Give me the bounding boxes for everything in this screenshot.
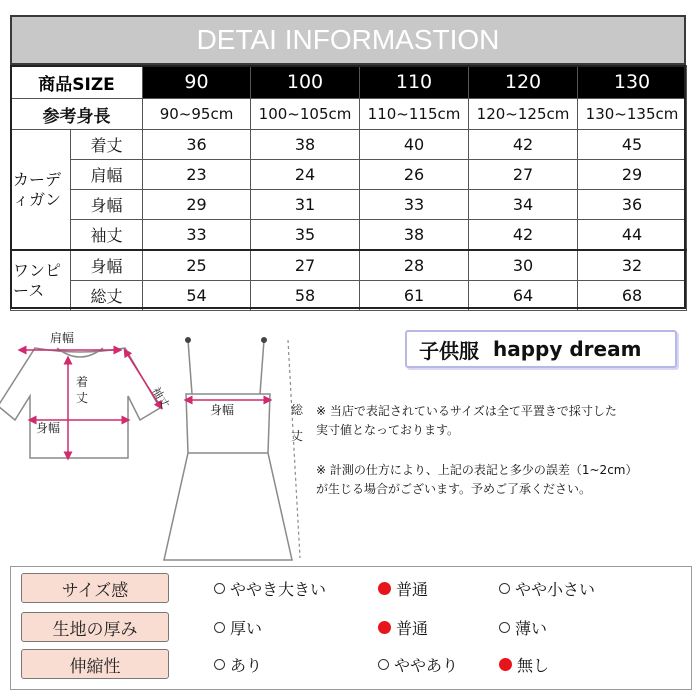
size-header-row bbox=[11, 66, 687, 99]
row-label: 袖丈 bbox=[71, 220, 143, 251]
length-label-1: 着 bbox=[76, 375, 89, 389]
group-label-onepiece: ワンピース bbox=[11, 250, 71, 311]
option-text: 無し bbox=[517, 655, 550, 675]
table-cell: 33 bbox=[360, 190, 469, 220]
table-cell: 24 bbox=[251, 160, 360, 190]
note-line: 実寸値となっております。 bbox=[316, 423, 460, 437]
property-label: 伸縮性 bbox=[21, 649, 169, 679]
table-cell: 36 bbox=[143, 130, 251, 160]
option-text: 厚い bbox=[230, 618, 263, 638]
brand-name-jp: 子供服 bbox=[419, 338, 479, 363]
property-option bbox=[214, 573, 326, 603]
reference-height-value: 90~95cm bbox=[143, 99, 251, 130]
size-col-header: 110 bbox=[360, 66, 469, 99]
property-option bbox=[214, 649, 262, 679]
property-option bbox=[499, 573, 595, 603]
table-row bbox=[11, 160, 687, 190]
dress-width-label: 身幅 bbox=[210, 403, 235, 417]
property-row-thickness bbox=[21, 612, 681, 642]
property-option bbox=[499, 612, 547, 642]
size-header-label: 商品SIZE bbox=[11, 66, 143, 99]
property-option bbox=[378, 612, 428, 642]
table-cell: 36 bbox=[578, 190, 687, 220]
table-cell: 54 bbox=[143, 281, 251, 311]
group-label-cardigan: カーディガン bbox=[11, 130, 71, 251]
size-table bbox=[10, 65, 687, 311]
table-row bbox=[11, 220, 687, 251]
table-cell: 45 bbox=[578, 130, 687, 160]
note-line: が生じる場合がございます。予めご了承ください。 bbox=[316, 482, 592, 496]
reference-height-value: 100~105cm bbox=[251, 99, 360, 130]
property-option bbox=[378, 573, 428, 603]
length-label-2: 丈 bbox=[76, 391, 89, 405]
table-cell: 27 bbox=[251, 250, 360, 281]
option-text: やや小さい bbox=[515, 579, 596, 599]
radio-empty-icon bbox=[214, 583, 225, 594]
reference-height-row bbox=[11, 99, 687, 130]
radio-empty-icon bbox=[214, 622, 225, 633]
dress-illustration bbox=[164, 337, 292, 560]
table-cell: 23 bbox=[143, 160, 251, 190]
property-panel bbox=[10, 566, 692, 690]
reference-height-value: 120~125cm bbox=[469, 99, 578, 130]
row-label: 身幅 bbox=[71, 250, 143, 281]
reference-height-value: 130~135cm bbox=[578, 99, 687, 130]
property-label: サイズ感 bbox=[21, 573, 169, 603]
table-cell: 26 bbox=[360, 160, 469, 190]
note-measurement bbox=[316, 402, 617, 440]
table-cell: 35 bbox=[251, 220, 360, 251]
option-text: ややあり bbox=[394, 655, 459, 675]
table-cell: 44 bbox=[578, 220, 687, 251]
table-cell: 29 bbox=[143, 190, 251, 220]
table-cell: 58 bbox=[251, 281, 360, 311]
total-length-label-2: 丈 bbox=[291, 429, 304, 443]
table-cell: 40 bbox=[360, 130, 469, 160]
radio-empty-icon bbox=[499, 583, 510, 594]
table-cell: 38 bbox=[251, 130, 360, 160]
shoulder-label: 肩幅 bbox=[49, 331, 75, 345]
banner-title: DETAI INFORMASTION bbox=[10, 15, 686, 65]
property-option bbox=[378, 649, 458, 679]
table-cell: 28 bbox=[360, 250, 469, 281]
body-width-label: 身幅 bbox=[36, 421, 61, 435]
table-cell: 32 bbox=[578, 250, 687, 281]
table-cell: 30 bbox=[469, 250, 578, 281]
size-col-header: 100 bbox=[251, 66, 360, 99]
radio-empty-icon bbox=[378, 659, 389, 670]
sleeve-label: 袖丈 bbox=[149, 385, 172, 411]
row-label: 総丈 bbox=[71, 281, 143, 311]
radio-selected-icon bbox=[378, 621, 391, 634]
radio-empty-icon bbox=[214, 659, 225, 670]
row-label: 着丈 bbox=[71, 130, 143, 160]
table-cell: 29 bbox=[578, 160, 687, 190]
table-row bbox=[11, 281, 687, 311]
table-cell: 38 bbox=[360, 220, 469, 251]
total-length-guide bbox=[288, 340, 300, 558]
brand-name-en: happy dream bbox=[493, 337, 642, 361]
row-label: 肩幅 bbox=[71, 160, 143, 190]
reference-height-label: 参考身長 bbox=[11, 99, 143, 130]
table-row bbox=[11, 190, 687, 220]
property-row-size-feel bbox=[21, 573, 681, 603]
property-label: 生地の厚み bbox=[21, 612, 169, 642]
measurement-diagram bbox=[0, 318, 400, 563]
property-option bbox=[214, 612, 262, 642]
radio-selected-icon bbox=[499, 658, 512, 671]
size-col-header: 120 bbox=[469, 66, 578, 99]
reference-height-value: 110~115cm bbox=[360, 99, 469, 130]
option-text: ややき大きい bbox=[230, 579, 327, 599]
radio-selected-icon bbox=[378, 582, 391, 595]
row-label: 身幅 bbox=[71, 190, 143, 220]
note-line: ※ 計測の仕方により、上記の表記と多少の誤差（1~2cm） bbox=[316, 463, 638, 477]
total-length-label-1: 総 bbox=[291, 403, 304, 417]
table-cell: 33 bbox=[143, 220, 251, 251]
table-row bbox=[11, 250, 687, 281]
table-cell: 27 bbox=[469, 160, 578, 190]
table-cell: 42 bbox=[469, 220, 578, 251]
property-option bbox=[499, 649, 549, 679]
note-line: ※ 当店で表記されているサイズは全て平置きで採寸した bbox=[316, 404, 617, 418]
table-cell: 42 bbox=[469, 130, 578, 160]
brand-box bbox=[405, 330, 677, 368]
option-text: 薄い bbox=[515, 618, 548, 638]
size-col-header: 130 bbox=[578, 66, 687, 99]
table-cell: 31 bbox=[251, 190, 360, 220]
property-row-stretch bbox=[21, 649, 681, 679]
option-text: 普通 bbox=[396, 579, 429, 599]
note-error bbox=[316, 461, 637, 499]
option-text: 普通 bbox=[396, 618, 429, 638]
table-row bbox=[11, 130, 687, 160]
size-col-header: 90 bbox=[143, 66, 251, 99]
option-text: あり bbox=[230, 655, 263, 675]
radio-empty-icon bbox=[499, 622, 510, 633]
table-cell: 25 bbox=[143, 250, 251, 281]
table-cell: 34 bbox=[469, 190, 578, 220]
table-cell: 68 bbox=[578, 281, 687, 311]
table-cell: 61 bbox=[360, 281, 469, 311]
table-cell: 64 bbox=[469, 281, 578, 311]
